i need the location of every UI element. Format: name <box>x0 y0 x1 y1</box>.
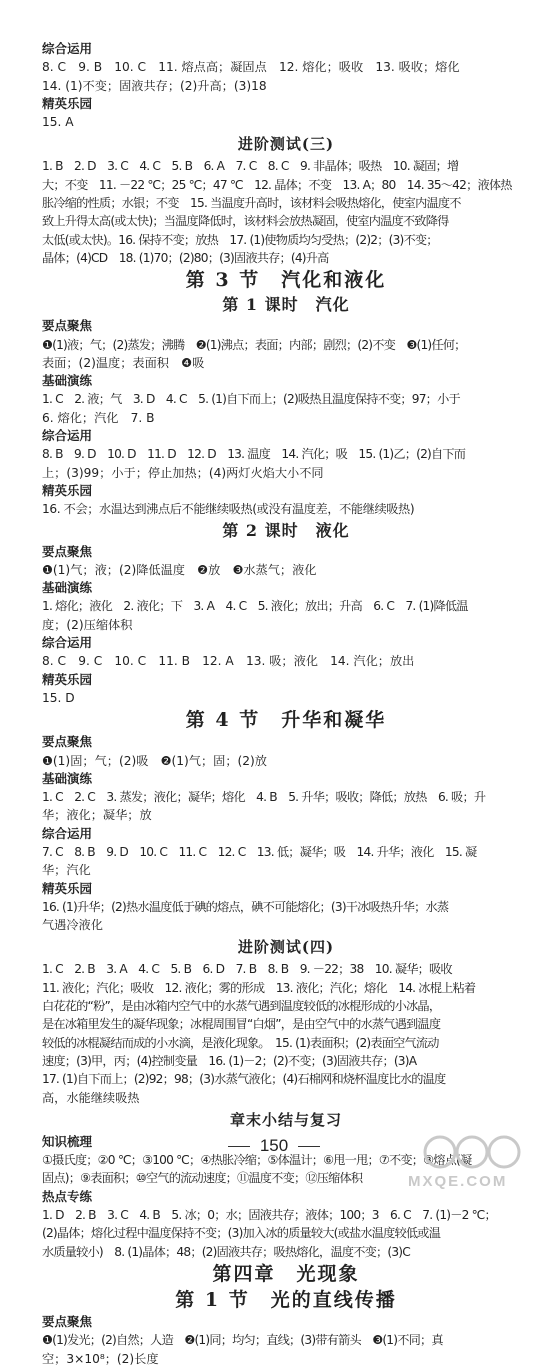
answer-line: 8. C 9. B 10. C 11. 熔点高；凝固点 12. 熔化；吸收 13. 吸收；熔化 <box>42 60 460 75</box>
answer-line: 大；不变 11. －22 ℃；25 ℃；47 ℃ 12. 晶体；不变 13. A；80 14. 35～42；液体热 <box>42 177 512 192</box>
answer-line: 1. 熔化；液化 2. 液化；下 3. A 4. C 5. 液化；放出；升高 6. C 7. (1)降低温 <box>42 599 468 614</box>
section-heading: 要点聚焦 <box>42 1313 93 1329</box>
watermark-logo <box>400 1128 540 1190</box>
section-heading: 知识梳理 <box>42 1133 93 1149</box>
answer-line: 速度；(3)甲，丙；(4)控制变量 16. (1)－2；(2)不变；(3)固液共存；(3)A <box>42 1053 417 1068</box>
answer-line: 度；(2)压缩体积 <box>42 617 133 632</box>
answer-line: 1. C 2. C 3. 蒸发；液化；凝华；熔化 4. B 5. 升华；吸收；降低；放热 6. 吸；升 <box>42 790 486 805</box>
section-heading: 基础演练 <box>42 770 93 786</box>
section-heading: 精英乐园 <box>42 482 93 498</box>
test-title: 进阶测试(四) <box>237 938 335 957</box>
answer-line: 17. (1)自下而上；(2)92；98；(3)水蒸气液化；(4)石棉网和烧杯温度比水的温度 <box>42 1072 446 1087</box>
answer-line: ❶(1)发光；(2)自然；人造 ❷(1)同；均匀；直线；(3)带有箭头 ❸(1)不同；真 <box>42 1333 443 1348</box>
chapter-title: 第 4 节 升华和凝华 <box>185 709 387 732</box>
answer-line: 太低(或太快)。16. 保持不变；放热 17. (1)使物质均匀受热；(2)2；(3)不变； <box>42 232 438 247</box>
answer-line: 表面；(2)温度；表面积 ❹吸 <box>42 355 205 370</box>
section-heading: 基础演练 <box>42 373 93 389</box>
answer-line: 华；汽化 <box>42 863 91 878</box>
chapter-title: 第 1 节 光的直线传播 <box>175 1288 397 1311</box>
section-heading: 综合运用 <box>42 428 93 444</box>
chapter-title: 第四章 光现象 <box>212 1262 360 1285</box>
answer-line: ❶(1)气；液；(2)降低温度 ❷放 ❸水蒸气；液化 <box>42 562 317 577</box>
answer-line: 是在冰箱里发生的凝华现象；冰棍周围冒“白烟”，是由空气中的水蒸气遇到温度 <box>42 1017 441 1032</box>
section-heading: 精英乐园 <box>42 95 93 111</box>
answer-line: 较低的冰棍凝结而成的小水滴，是液化现象。 15. (1)表面积；(2)表面空气流动 <box>42 1035 439 1050</box>
answer-line: 华；液化；凝华；放 <box>42 808 152 823</box>
section-heading: 要点聚焦 <box>42 318 93 334</box>
answer-line: (2)晶体；熔化过程中温度保持不变；(3)加入冰的质量较大(或盐水温度较低或温 <box>42 1226 441 1241</box>
test-title: 章末小结与复习 <box>229 1110 342 1129</box>
answer-line: 胀冷缩的性质；水银；不变 15. 当温度升高时，该材料会吸热熔化，使室内温度不 <box>42 196 461 211</box>
answer-line: ❶(1)固；气；(2)吸 ❷(1)气；固；(2)放 <box>42 753 267 768</box>
answer-line: 1. B 2. D 3. C 4. C 5. B 6. A 7. C 8. C 9. 非晶体；吸热 10. 凝固；增 <box>42 159 459 174</box>
answer-line: ❶(1)液；气；(2)蒸发；沸腾 ❷(1)沸点；表面；内部；剧烈；(2)不变 ❸(1)任何； <box>42 337 466 352</box>
answer-line: 空；3×10⁸；(2)长度 <box>42 1351 159 1366</box>
answer-line: 15. A <box>42 115 74 130</box>
section-heading: 精英乐园 <box>42 880 93 896</box>
answer-line: 固点)；⑨表面积；⑩空气的流动速度；⑪温度不变；⑫压缩体积 <box>42 1171 363 1186</box>
answer-line: 16. 不会；水温达到沸点后不能继续吸热(或没有温度差，不能继续吸热) <box>42 502 415 517</box>
answer-line: ①摄氏度；②0 ℃；③100 ℃；④热胀冷缩；⑤体温计；⑥甩一甩；⑦不变；⑧熔点(凝 <box>42 1153 472 1168</box>
answer-line: 15. D <box>42 690 75 705</box>
answer-line: 上；(3)99；小于；停止加热；(4)两灯火焰大小不同 <box>42 465 324 480</box>
section-heading: 要点聚焦 <box>42 543 93 559</box>
answer-line: 1. C 2. B 3. A 4. C 5. B 6. D 7. B 8. B 9. －22；38 10. 凝华；吸收 <box>42 962 452 977</box>
page-number: 150 <box>0 1136 548 1156</box>
section-heading: 精英乐园 <box>42 671 93 687</box>
answer-line: 14. (1)不变；固液共存；(2)升高；(3)18 <box>42 78 267 93</box>
answer-line: 白花花的“粉”，是由冰箱内空气中的水蒸气遇到温度较低的冰棍形成的小冰晶， <box>42 999 441 1014</box>
answer-line: 8. C 9. C 10. C 11. B 12. A 13. 吸；液化 14. 汽化；放出 <box>42 654 415 669</box>
answer-line: 1. D 2. B 3. C 4. B 5. 冰；0；水；固液共存；液体；100；3 6. C 7. (1)－2 ℃； <box>42 1208 496 1223</box>
answer-line: 晶体；(4)CD 18. (1)70；(2)80；(3)固液共存；(4)升高 <box>42 250 329 265</box>
answer-line: 高，水能继续吸热 <box>42 1090 140 1105</box>
section-heading: 要点聚焦 <box>42 734 93 750</box>
section-heading: 综合运用 <box>42 41 93 56</box>
answer-line: 6. 熔化；汽化 7. B <box>42 410 155 425</box>
chapter-title: 第 3 节 汽化和液化 <box>185 269 387 292</box>
answer-line: 水质量较小) 8. (1)晶体；48；(2)固液共存；吸热熔化，温度不变；(3)C <box>42 1244 410 1259</box>
answer-line: 11. 液化；汽化；吸收 12. 液化；雾的形成 13. 液化；汽化；熔化 14. 冰棍上粘着 <box>42 980 476 995</box>
section-heading: 热点专练 <box>42 1188 93 1204</box>
answer-line: 7. C 8. B 9. D 10. C 11. C 12. C 13. 低；凝华；吸 14. 升华；液化 15. 凝 <box>42 844 477 859</box>
lesson-title: 第 2 课时 液化 <box>222 520 350 540</box>
watermark-text: MXQE.COM <box>408 1173 508 1190</box>
answer-line: 气遇冷液化 <box>42 918 103 933</box>
test-title: 进阶测试(三) <box>237 135 335 154</box>
section-heading: 综合运用 <box>42 635 93 651</box>
answer-line: 1. C 2. 液；气 3. D 4. C 5. (1)自下而上；(2)吸热且温度保持不变；97；小于 <box>42 392 460 407</box>
answer-line: 16. (1)升华；(2)热水温度低于碘的熔点，碘不可能熔化；(3)干冰吸热升华；水蒸 <box>42 899 449 914</box>
section-heading: 基础演练 <box>42 580 93 596</box>
answer-line: 致上升得太高(或太快)；当温度降低时，该材料会放热凝固，使室内温度不致降得 <box>42 214 449 229</box>
section-heading: 综合运用 <box>42 825 93 841</box>
answer-line: 8. B 9. D 10. D 11. D 12. D 13. 温度 14. 汽化；吸 15. (1)乙；(2)自下而 <box>42 447 466 462</box>
lesson-title: 第 1 课时 汽化 <box>222 295 350 315</box>
